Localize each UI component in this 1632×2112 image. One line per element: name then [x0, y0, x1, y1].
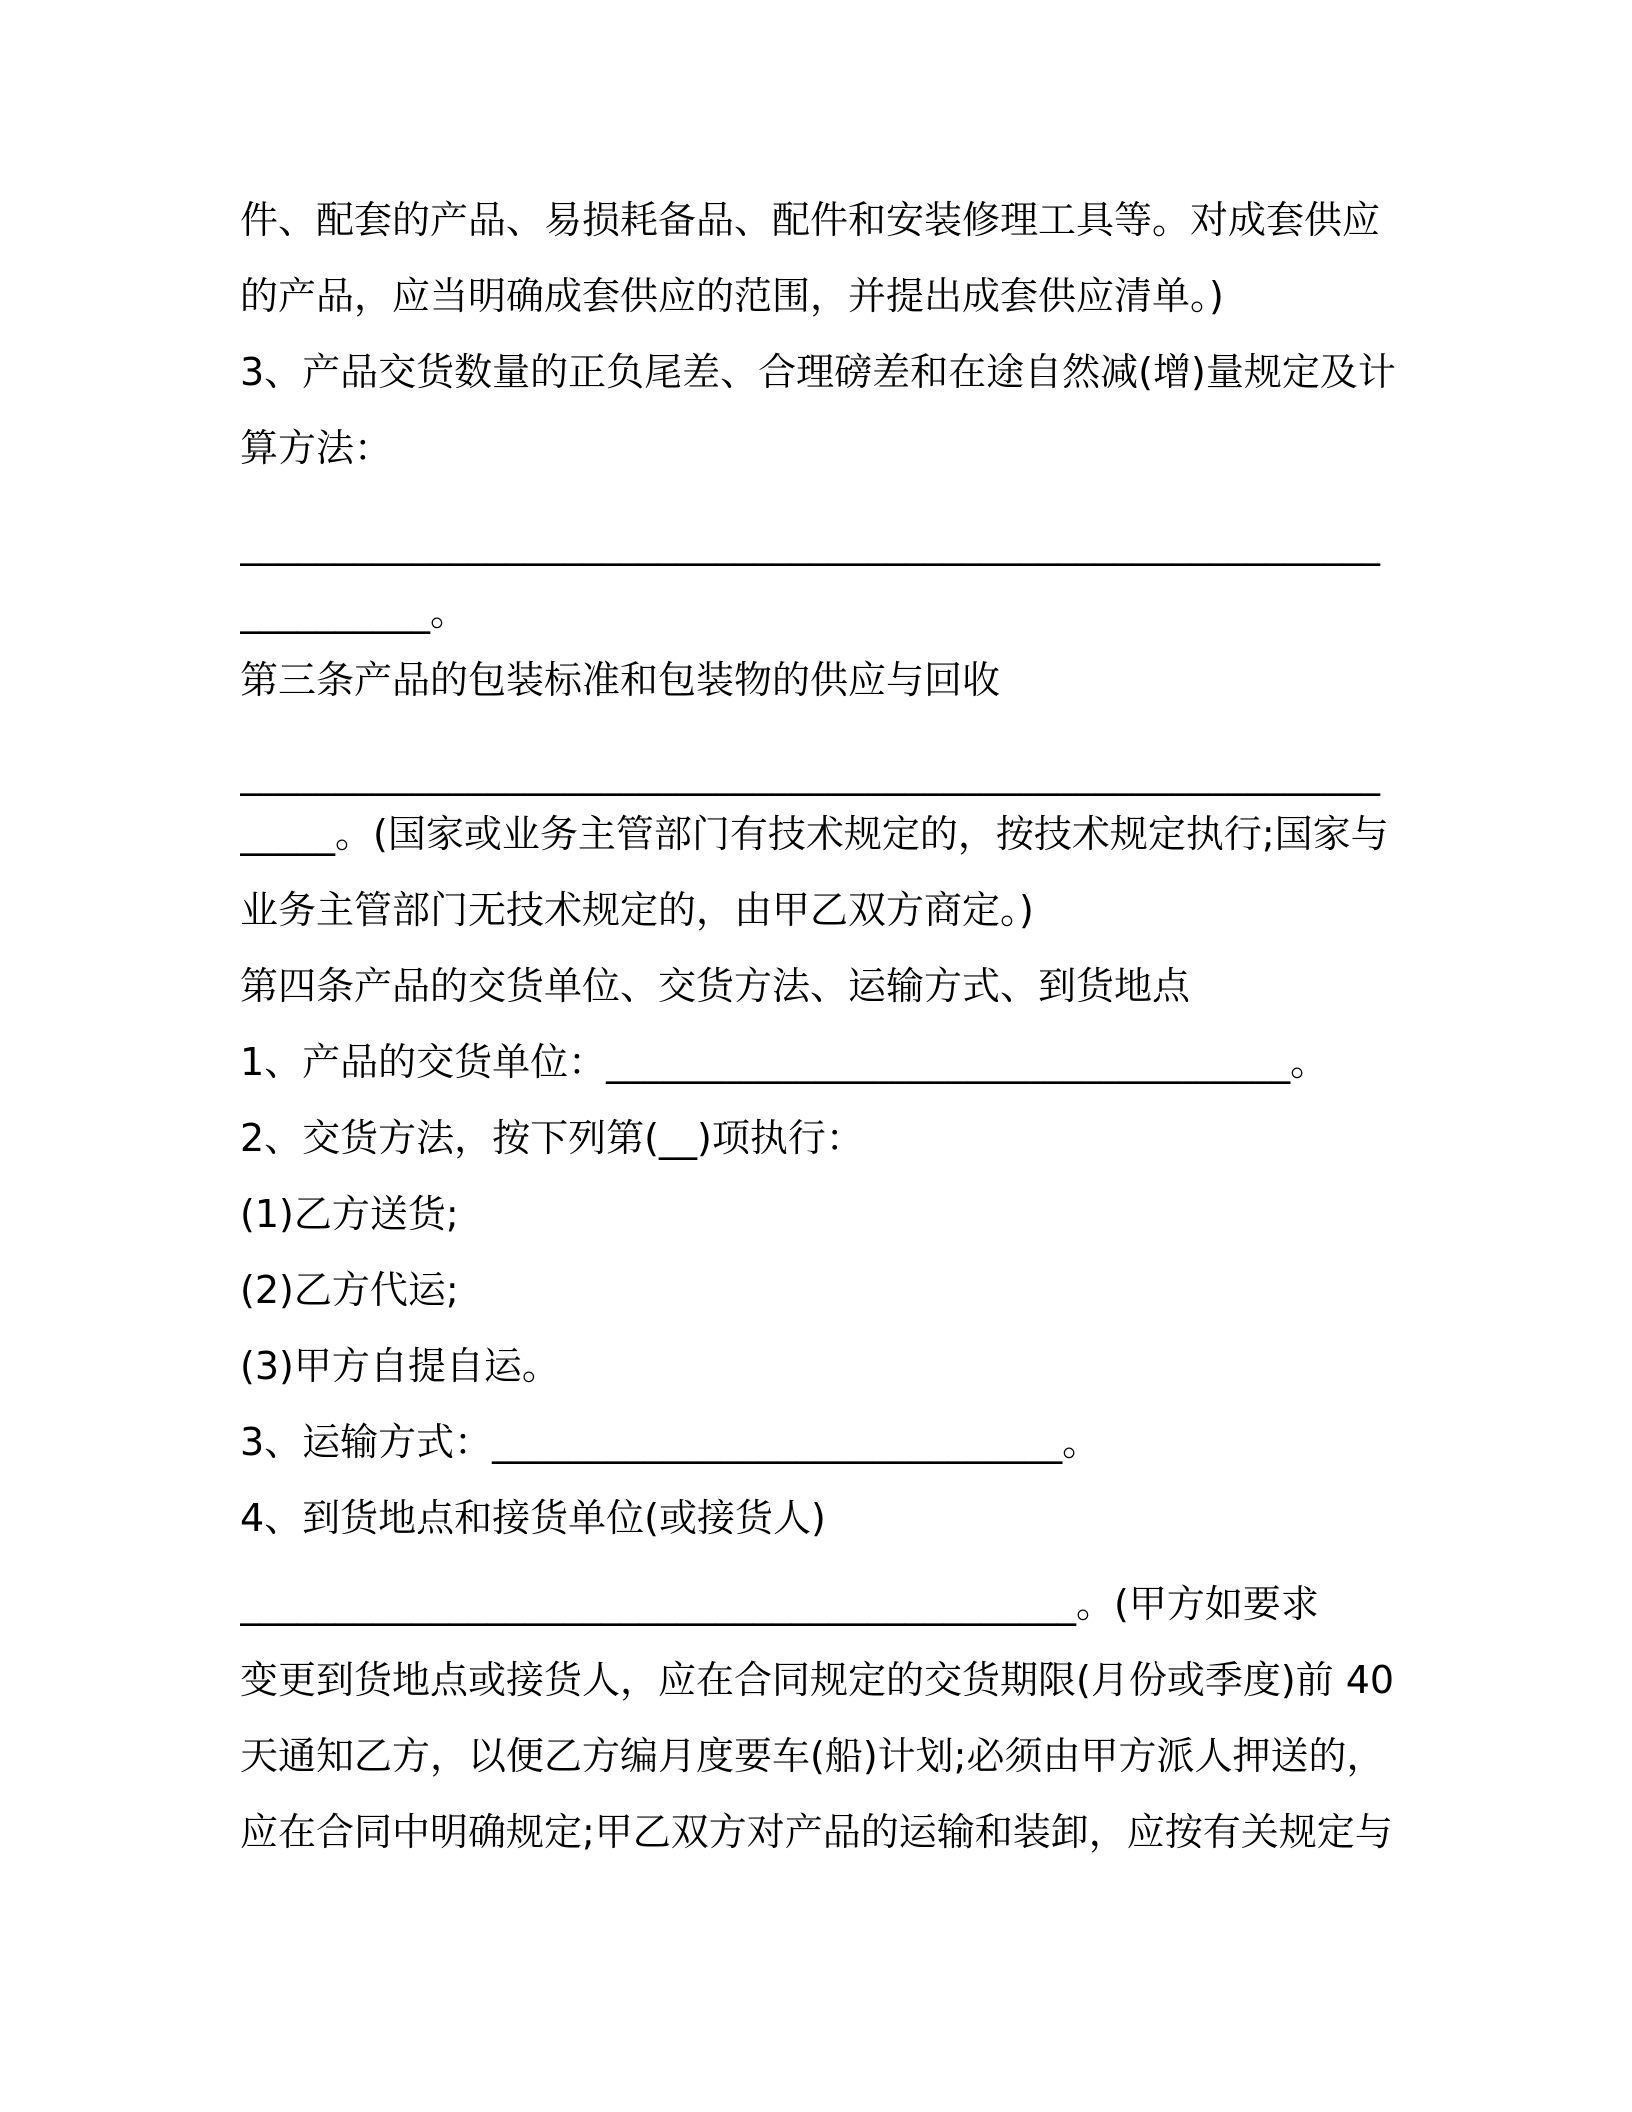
blank-fill-line: ____________________________________________________________: [240, 752, 1380, 796]
transport-method-line: 3、运输方式：______________________________。: [240, 1420, 1101, 1464]
paragraph-line: _____。(国家或业务主管部门有技术规定的，按技术规定执行;国家与: [240, 812, 1389, 856]
paragraph-line: 天通知乙方，以便乙方编月度要车(船)计划;必须由甲方派人押送的，: [240, 1734, 1385, 1778]
blank-fill-line: ____________________________________________。(甲方如要求: [240, 1582, 1319, 1626]
article-4-heading: 第四条产品的交货单位、交货方法、运输方式、到货地点: [240, 964, 1191, 1008]
option-line: (3)甲方自提自运。: [240, 1344, 560, 1388]
paragraph-line: 的产品，应当明确成套供应的范围，并提出成套供应清单。): [240, 274, 1224, 318]
delivery-unit-line: 1、产品的交货单位：____________________________________。: [240, 1040, 1329, 1084]
paragraph-line: 算方法：: [240, 426, 393, 470]
arrival-location-line: 4、到货地点和接货单位(或接货人): [240, 1496, 826, 1540]
option-line: (1)乙方送货;: [240, 1192, 459, 1236]
article-3-heading: 第三条产品的包装标准和包装物的供应与回收: [240, 658, 1001, 702]
clause-3-line: 3、产品交货数量的正负尾差、合理磅差和在途自然减(增)量规定及计: [240, 350, 1396, 394]
paragraph-line: 业务主管部门无技术规定的，由甲乙双方商定。): [240, 888, 1034, 932]
delivery-method-line: 2、交货方法，按下列第(__)项执行：: [240, 1116, 864, 1160]
blank-fill-line: __________。: [240, 590, 469, 634]
paragraph-line: 件、配套的产品、易损耗备品、配件和安装修理工具等。对成套供应: [240, 198, 1381, 242]
paragraph-line: 变更到货地点或接货人，应在合同规定的交货期限(月份或季度)前 40: [240, 1658, 1395, 1702]
paragraph-line: 应在合同中明确规定;甲乙双方对产品的运输和装卸，应按有关规定与: [240, 1810, 1393, 1854]
option-line: (2)乙方代运;: [240, 1268, 459, 1312]
blank-fill-line: ____________________________________________________________: [240, 522, 1380, 566]
